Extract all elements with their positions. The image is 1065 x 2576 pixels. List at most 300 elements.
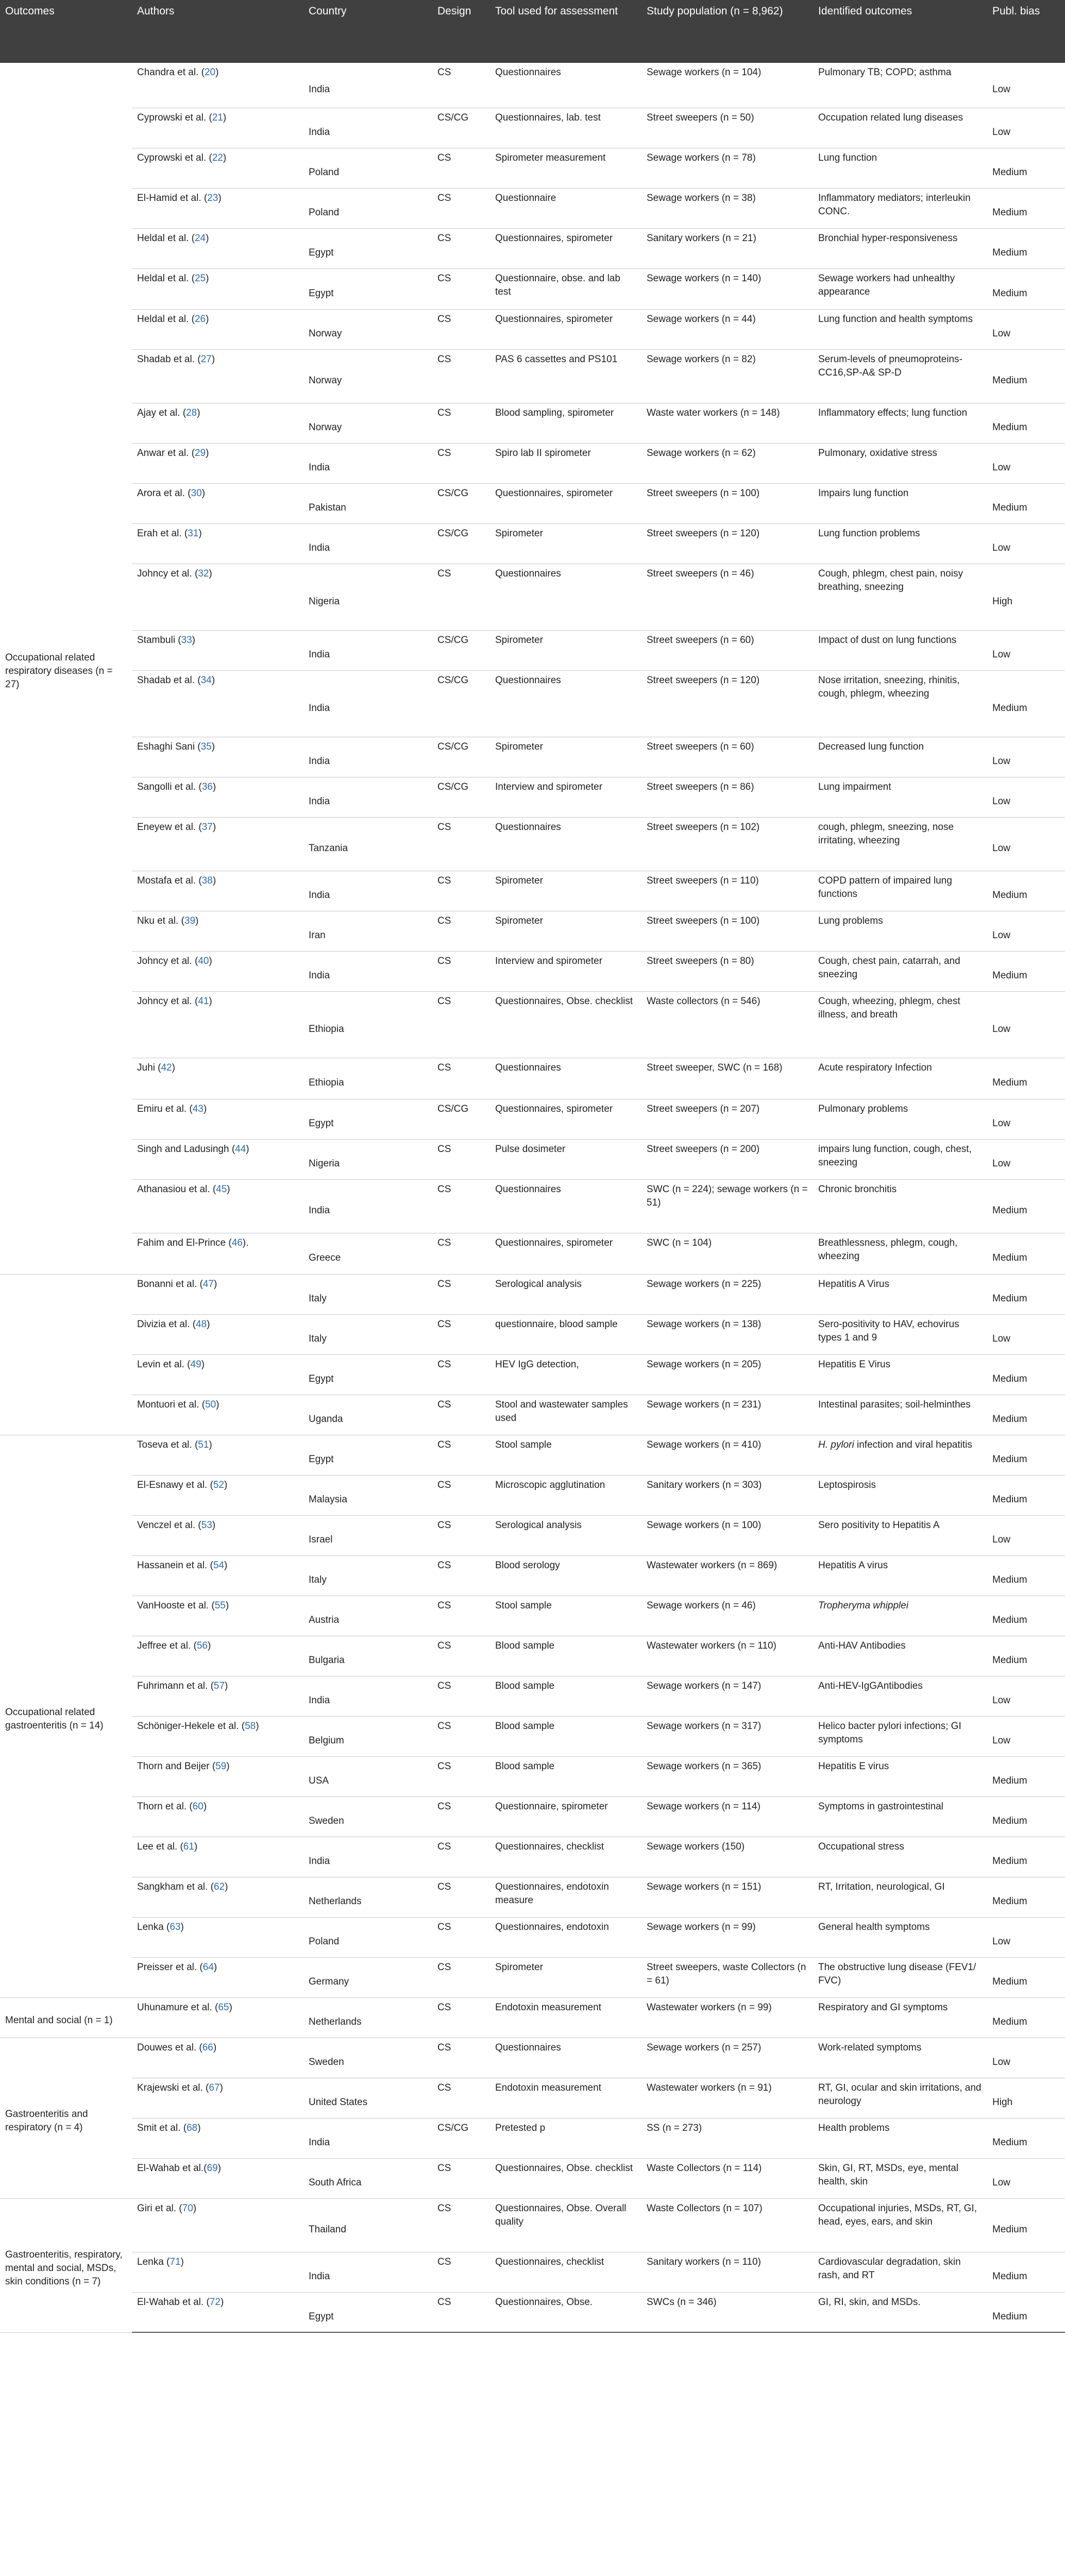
cell-identified-outcomes: Bronchial hyper-responsiveness	[813, 228, 987, 268]
cell-publication-bias: High	[987, 2078, 1065, 2118]
cell-publication-bias: Low	[987, 63, 1065, 108]
cell-identified-outcomes: Hepatitis E virus	[813, 1756, 987, 1797]
reference-link[interactable]: 49	[190, 1359, 201, 1370]
reference-link[interactable]: 71	[170, 2256, 181, 2267]
cell-authors[interactable]: Krajewski et al. (67)	[132, 2078, 303, 2118]
reference-link[interactable]: 52	[213, 1479, 224, 1490]
cell-country: Italy	[303, 1555, 432, 1596]
cell-population: Waste collectors (n = 546)	[641, 991, 813, 1058]
outcome-group-cell	[0, 1274, 132, 1435]
cell-tool: PAS 6 cassettes and PS101	[490, 349, 641, 403]
cell-design: CS/CG	[432, 1099, 490, 1139]
table-body	[0, 63, 1065, 2332]
reference-link[interactable]: 70	[182, 2202, 193, 2214]
reference-link[interactable]: 45	[216, 1183, 227, 1195]
reference-link[interactable]: 32	[198, 568, 209, 579]
cell-design: CS/CG	[432, 2118, 490, 2158]
reference-link[interactable]: 63	[170, 1921, 181, 1933]
reference-link[interactable]: 23	[207, 192, 218, 204]
cell-population: Sewage workers (n = 78)	[641, 148, 813, 188]
reference-link[interactable]: 54	[213, 1560, 224, 1571]
cell-authors[interactable]: Divizia et al. (48)	[132, 1314, 303, 1354]
cell-population: Sewage workers (n = 99)	[641, 1917, 813, 1957]
reference-link[interactable]: 68	[187, 2122, 198, 2133]
cell-design: CS	[432, 309, 490, 349]
cell-identified-outcomes: Intestinal parasites; soil-helminthes	[813, 1395, 987, 1435]
cell-identified-outcomes: Symptoms in gastrointestinal	[813, 1797, 987, 1837]
cell-population: Waste water workers (n = 148)	[641, 403, 813, 443]
cell-identified-outcomes: Lung function	[813, 148, 987, 188]
cell-country: Germany	[303, 1957, 432, 1997]
cell-authors[interactable]: Toseva et al. (51)	[132, 1435, 303, 1475]
reference-link[interactable]: 48	[196, 1318, 207, 1330]
cell-identified-outcomes: Anti-HEV-IgGAntibodies	[813, 1676, 987, 1716]
cell-authors[interactable]: Eneyew et al. (37)	[132, 817, 303, 871]
cell-publication-bias: Medium	[987, 1233, 1065, 1274]
reference-link[interactable]: 44	[235, 1143, 246, 1155]
cell-design: CS	[432, 188, 490, 228]
cell-identified-outcomes: Serum-levels of pneumoproteins-CC16,SP-A& SP-D	[813, 349, 987, 403]
cell-country: India	[303, 670, 432, 737]
outcome-group-label: Occupational related gastroenteritis (n = 14)	[5, 1707, 104, 1731]
table-row	[0, 1179, 1065, 1233]
cell-authors[interactable]: Schöniger-Hekele et al. (58)	[132, 1716, 303, 1756]
cell-publication-bias: Low	[987, 108, 1065, 148]
cell-population: Sewage workers (n = 104)	[641, 63, 813, 108]
cell-identified-outcomes: cough, phlegm, sneezing, nose irritating, wheezing	[813, 817, 987, 871]
reference-link[interactable]: 51	[198, 1439, 209, 1450]
cell-identified-outcomes: RT, Irritation, neurological, GI	[813, 1877, 987, 1917]
reference-link[interactable]: 69	[207, 2162, 218, 2174]
table-row	[0, 1997, 1065, 2038]
reference-link[interactable]: 35	[200, 741, 212, 752]
cell-authors[interactable]: Bonanni et al. (47)	[132, 1274, 303, 1314]
cell-design: CS	[432, 1274, 490, 1314]
cell-design: CS	[432, 1596, 490, 1636]
cell-country: Poland	[303, 148, 432, 188]
cell-authors[interactable]: Lenka (63)	[132, 1917, 303, 1957]
cell-authors[interactable]: Emiru et al. (43)	[132, 1099, 303, 1139]
cell-tool: Blood sampling, spirometer	[490, 403, 641, 443]
cell-design: CS	[432, 403, 490, 443]
table-row	[0, 777, 1065, 817]
cell-publication-bias: Medium	[987, 1274, 1065, 1314]
table-row	[0, 1716, 1065, 1756]
cell-authors[interactable]: Sangkham et al. (62)	[132, 1877, 303, 1917]
outcome-group-cell	[0, 2038, 132, 2198]
reference-link[interactable]: 25	[194, 273, 206, 284]
table-row	[0, 1797, 1065, 1837]
cell-design: CS	[432, 1435, 490, 1475]
cell-tool: Spirometer	[490, 737, 641, 777]
table-row	[0, 951, 1065, 991]
cell-identified-outcomes: Pulmonary TB; COPD; asthma	[813, 63, 987, 108]
cell-publication-bias: Medium	[987, 1596, 1065, 1636]
cell-publication-bias: Medium	[987, 1997, 1065, 2038]
cell-design: CS/CG	[432, 670, 490, 737]
cell-authors[interactable]: Johncy et al. (40)	[132, 951, 303, 991]
cell-country: South Africa	[303, 2158, 432, 2198]
reference-link[interactable]: 72	[209, 2296, 221, 2308]
cell-country: Netherlands	[303, 1997, 432, 2038]
reference-link[interactable]: 28	[186, 407, 197, 418]
cell-tool: Endotoxin measurement	[490, 2078, 641, 2118]
cell-tool: Blood sample	[490, 1636, 641, 1676]
cell-authors[interactable]: Erah et al. (31)	[132, 523, 303, 564]
cell-authors[interactable]: Fahim and El-Prince (46).	[132, 1233, 303, 1274]
cell-population: Sewage workers (n = 138)	[641, 1314, 813, 1354]
cell-identified-outcomes: Sewage workers had unhealthy appearance	[813, 268, 987, 309]
cell-identified-outcomes: Helico bacter pylori infections; GI symptoms	[813, 1716, 987, 1756]
cell-authors[interactable]: Fuhrimann et al. (57)	[132, 1676, 303, 1716]
cell-authors[interactable]: Juhi (42)	[132, 1058, 303, 1099]
cell-tool: Questionnaires, checklist	[490, 2252, 641, 2292]
table-row	[0, 1676, 1065, 1716]
cell-population: SS (n = 273)	[641, 2118, 813, 2158]
cell-tool: HEV IgG detection,	[490, 1354, 641, 1395]
cell-authors[interactable]: Cyprowski et al. (21)	[132, 108, 303, 148]
cell-design: CS/CG	[432, 630, 490, 670]
cell-tool: Questionnaires, checklist	[490, 1837, 641, 1877]
cell-authors[interactable]: Eshaghi Sani (35)	[132, 737, 303, 777]
reference-link[interactable]: 24	[194, 232, 206, 244]
header-design: Design	[432, 0, 490, 63]
cell-authors[interactable]: Douwes et al. (66)	[132, 2038, 303, 2078]
cell-country: Poland	[303, 1917, 432, 1957]
cell-authors[interactable]: El-Esnawy et al. (52)	[132, 1475, 303, 1515]
reference-link[interactable]: 67	[209, 2082, 220, 2093]
table-row	[0, 911, 1065, 951]
cell-authors[interactable]: Heldal et al. (25)	[132, 268, 303, 309]
cell-population: SWC (n = 224); sewage workers (n = 51)	[641, 1179, 813, 1233]
cell-country: India	[303, 630, 432, 670]
cell-population: Street sweepers (n = 50)	[641, 108, 813, 148]
cell-population: SWC (n = 104)	[641, 1233, 813, 1274]
header-tool: Tool used for assessment	[490, 0, 641, 63]
cell-publication-bias: Low	[987, 1314, 1065, 1354]
cell-design: CS	[432, 817, 490, 871]
cell-identified-outcomes: General health symptoms	[813, 1917, 987, 1957]
cell-publication-bias: Low	[987, 817, 1065, 871]
cell-tool: Spirometer	[490, 911, 641, 951]
cell-country: Italy	[303, 1314, 432, 1354]
cell-authors[interactable]: Uhunamure et al. (65)	[132, 1997, 303, 2038]
table-row	[0, 2198, 1065, 2252]
outcome-group-label: Gastroenteritis and respiratory (n = 4)	[5, 2109, 88, 2133]
cell-authors[interactable]: Shadab et al. (34)	[132, 670, 303, 737]
table-row	[0, 1555, 1065, 1596]
cell-authors[interactable]: Athanasiou et al. (45)	[132, 1179, 303, 1233]
cell-authors[interactable]: Johncy et al. (41)	[132, 991, 303, 1058]
table-row	[0, 1435, 1065, 1475]
outcome-group-label: Mental and social (n = 1)	[5, 2015, 113, 2026]
reference-link[interactable]: 64	[202, 1961, 214, 1973]
cell-design: CS	[432, 1716, 490, 1756]
cell-publication-bias: Medium	[987, 483, 1065, 523]
cell-publication-bias: Medium	[987, 1058, 1065, 1099]
cell-population: Sewage workers (n = 46)	[641, 1596, 813, 1636]
cell-authors[interactable]: Heldal et al. (26)	[132, 309, 303, 349]
cell-population: Sewage workers (n = 44)	[641, 309, 813, 349]
reference-link[interactable]: 31	[188, 528, 199, 539]
reference-link[interactable]: 34	[200, 674, 212, 686]
cell-tool: Questionnaires	[490, 1179, 641, 1233]
reference-link[interactable]: 55	[214, 1600, 226, 1611]
cell-authors[interactable]: Jeffree et al. (56)	[132, 1636, 303, 1676]
reference-link[interactable]: 47	[202, 1278, 214, 1290]
cell-authors[interactable]: Cyprowski et al. (22)	[132, 148, 303, 188]
table-row	[0, 1139, 1065, 1179]
cell-design: CS	[432, 443, 490, 483]
cell-authors[interactable]: Arora et al. (30)	[132, 483, 303, 523]
cell-population: Street sweepers (n = 102)	[641, 817, 813, 871]
cell-country: Malaysia	[303, 1475, 432, 1515]
cell-identified-outcomes: Anti-HAV Antibodies	[813, 1636, 987, 1676]
cell-tool: Endotoxin measurement	[490, 1997, 641, 2038]
cell-country: Egypt	[303, 1435, 432, 1475]
reference-link[interactable]: 26	[194, 313, 206, 325]
cell-design: CS	[432, 1555, 490, 1596]
header-country: Country	[303, 0, 432, 63]
cell-authors[interactable]: Shadab et al. (27)	[132, 349, 303, 403]
cell-country: Austria	[303, 1596, 432, 1636]
table-row	[0, 2158, 1065, 2198]
table-row	[0, 63, 1065, 108]
cell-identified-outcomes: RT, GI, ocular and skin irritations, and neurology	[813, 2078, 987, 2118]
cell-tool: Questionnaires, spirometer	[490, 483, 641, 523]
cell-authors[interactable]: Lenka (71)	[132, 2252, 303, 2292]
cell-identified-outcomes: Sero-positivity to HAV, echovirus types 1 and 9	[813, 1314, 987, 1354]
reference-link[interactable]: 20	[204, 67, 216, 78]
reference-link[interactable]: 66	[202, 2042, 213, 2053]
cell-publication-bias: Low	[987, 991, 1065, 1058]
cell-design: CS/CG	[432, 737, 490, 777]
cell-authors[interactable]: Levin et al. (49)	[132, 1354, 303, 1395]
cell-authors[interactable]: Montuori et al. (50)	[132, 1395, 303, 1435]
cell-country: Nigeria	[303, 564, 432, 630]
reference-link[interactable]: 43	[192, 1103, 204, 1114]
reference-link[interactable]: 62	[213, 1881, 225, 1892]
cell-population: Sanitary workers (n = 110)	[641, 2252, 813, 2292]
cell-country: Pakistan	[303, 483, 432, 523]
cell-population: Sewage workers (n = 100)	[641, 1515, 813, 1555]
cell-design: CS/CG	[432, 523, 490, 564]
reference-link[interactable]: 60	[192, 1801, 204, 1812]
header-population: Study population (n = 8,962)	[641, 0, 813, 63]
cell-authors[interactable]: Anwar et al. (29)	[132, 443, 303, 483]
cell-identified-outcomes: Occupation related lung diseases	[813, 108, 987, 148]
cell-design: CS	[432, 268, 490, 309]
outcome-group-label: Gastroenteritis, respiratory, mental and social, MSDs, skin conditions (n = 7)	[5, 2249, 123, 2287]
cell-tool: Questionnaires, spirometer	[490, 309, 641, 349]
cell-population: Sewage workers (n = 205)	[641, 1354, 813, 1395]
species-name: Tropheryma whipplei	[818, 1600, 908, 1611]
cell-authors[interactable]: Johncy et al. (32)	[132, 564, 303, 630]
cell-country: Norway	[303, 309, 432, 349]
cell-publication-bias: Medium	[987, 1797, 1065, 1837]
cell-authors[interactable]: El-Wahab et al.(69)	[132, 2158, 303, 2198]
table-row	[0, 2078, 1065, 2118]
cell-population: Street sweepers (n = 200)	[641, 1139, 813, 1179]
table-row	[0, 1917, 1065, 1957]
cell-authors[interactable]: Thorn and Beijer (59)	[132, 1756, 303, 1797]
cell-tool: Pretested p	[490, 2118, 641, 2158]
cell-publication-bias: Low	[987, 2038, 1065, 2078]
table-row	[0, 309, 1065, 349]
cell-authors[interactable]: Heldal et al. (24)	[132, 228, 303, 268]
cell-authors[interactable]: Thorn et al. (60)	[132, 1797, 303, 1837]
reference-link[interactable]: 65	[218, 2002, 229, 2013]
cell-identified-outcomes: Lung problems	[813, 911, 987, 951]
reference-link[interactable]: 50	[205, 1399, 216, 1410]
cell-population: Street sweepers (n = 86)	[641, 777, 813, 817]
cell-publication-bias: Medium	[987, 1957, 1065, 1997]
cell-publication-bias: Medium	[987, 1435, 1065, 1475]
cell-publication-bias: Medium	[987, 1837, 1065, 1877]
table-row	[0, 523, 1065, 564]
cell-tool: Serological analysis	[490, 1274, 641, 1314]
cell-authors[interactable]: Lee et al. (61)	[132, 1837, 303, 1877]
cell-authors[interactable]: Mostafa et al. (38)	[132, 871, 303, 911]
cell-country: Israel	[303, 1515, 432, 1555]
header-identified-outcomes: Identified outcomes	[813, 0, 987, 63]
cell-identified-outcomes: COPD pattern of impaired lung functions	[813, 871, 987, 911]
table-row	[0, 1395, 1065, 1435]
cell-tool: Questionnaires, endotoxin	[490, 1917, 641, 1957]
cell-design: CS	[432, 1797, 490, 1837]
cell-authors[interactable]: Chandra et al. (20)	[132, 63, 303, 108]
table-row	[0, 443, 1065, 483]
cell-publication-bias: Low	[987, 911, 1065, 951]
cell-population: Sewage workers (n = 82)	[641, 349, 813, 403]
reference-link[interactable]: 37	[201, 821, 213, 833]
cell-design: CS	[432, 1179, 490, 1233]
cell-country: Greece	[303, 1233, 432, 1274]
reference-link[interactable]: 56	[196, 1640, 208, 1651]
table-row	[0, 268, 1065, 309]
reference-link[interactable]: 27	[200, 353, 212, 365]
reference-link[interactable]: 57	[213, 1680, 225, 1691]
reference-link[interactable]: 59	[215, 1760, 227, 1772]
table-row	[0, 2038, 1065, 2078]
cell-tool: Questionnaires, spirometer	[490, 228, 641, 268]
cell-design: CS	[432, 2198, 490, 2252]
cell-publication-bias: Medium	[987, 2292, 1065, 2332]
cell-identified-outcomes: Work-related symptoms	[813, 2038, 987, 2078]
cell-publication-bias: Medium	[987, 1756, 1065, 1797]
cell-identified-outcomes: GI, RI, skin, and MSDs.	[813, 2292, 987, 2332]
cell-design: CS	[432, 1233, 490, 1274]
reference-link[interactable]: 42	[161, 1062, 172, 1073]
table-row	[0, 564, 1065, 630]
reference-link[interactable]: 40	[198, 955, 209, 967]
cell-population: Street sweepers (n = 80)	[641, 951, 813, 991]
cell-country: Italy	[303, 1274, 432, 1314]
cell-authors[interactable]: Preisser et al. (64)	[132, 1957, 303, 1997]
cell-country: Egypt	[303, 2292, 432, 2332]
cell-design: CS	[432, 2038, 490, 2078]
cell-authors[interactable]: Sangolli et al. (36)	[132, 777, 303, 817]
reference-link[interactable]: 30	[191, 487, 202, 499]
reference-link[interactable]: 39	[184, 915, 196, 926]
reference-link[interactable]: 36	[201, 781, 213, 792]
table-row	[0, 1314, 1065, 1354]
cell-identified-outcomes: Inflammatory mediators; interleukin CONC.	[813, 188, 987, 228]
outcome-group-label: Occupational related respiratory diseases (n = 27)	[5, 652, 113, 690]
cell-population: Wastewater workers (n = 869)	[641, 1555, 813, 1596]
cell-authors[interactable]: Smit et al. (68)	[132, 2118, 303, 2158]
table-row	[0, 1596, 1065, 1636]
reference-link[interactable]: 33	[181, 634, 192, 646]
reference-link[interactable]: 41	[198, 995, 209, 1007]
reference-link[interactable]: 58	[245, 1720, 256, 1732]
cell-country: Sweden	[303, 1797, 432, 1837]
cell-authors[interactable]: Ajay et al. (28)	[132, 403, 303, 443]
cell-tool: Spirometer	[490, 523, 641, 564]
cell-authors[interactable]: El-Wahab et al. (72)	[132, 2292, 303, 2332]
reference-link[interactable]: 61	[183, 1841, 194, 1852]
table-row	[0, 1837, 1065, 1877]
cell-publication-bias: Low	[987, 1139, 1065, 1179]
cell-authors[interactable]: Singh and Ladusingh (44)	[132, 1139, 303, 1179]
cell-tool: Questionnaires, Obse. Overall quality	[490, 2198, 641, 2252]
reference-link[interactable]: 21	[212, 112, 223, 123]
cell-design: CS/CG	[432, 777, 490, 817]
cell-population: Street sweeper, SWC (n = 168)	[641, 1058, 813, 1099]
reference-link[interactable]: 53	[201, 1519, 212, 1531]
cell-authors[interactable]: Stambuli (33)	[132, 630, 303, 670]
cell-publication-bias: Medium	[987, 1636, 1065, 1676]
outcome-group-cell	[0, 2198, 132, 2332]
cell-identified-outcomes: Acute respiratory Infection	[813, 1058, 987, 1099]
cell-country: Bulgaria	[303, 1636, 432, 1676]
cell-population: Sewage workers (n = 231)	[641, 1395, 813, 1435]
cell-design: CS	[432, 1354, 490, 1395]
cell-identified-outcomes: Leptospirosis	[813, 1475, 987, 1515]
cell-country: India	[303, 871, 432, 911]
table-row	[0, 630, 1065, 670]
cell-country: Egypt	[303, 268, 432, 309]
cell-design: CS	[432, 991, 490, 1058]
cell-authors[interactable]: Hassanein et al. (54)	[132, 1555, 303, 1596]
reference-link[interactable]: 22	[212, 152, 223, 163]
cell-tool: Interview and spirometer	[490, 777, 641, 817]
cell-authors[interactable]: El-Hamid et al. (23)	[132, 188, 303, 228]
cell-publication-bias: Low	[987, 1676, 1065, 1716]
reference-link[interactable]: 38	[201, 875, 213, 886]
cell-tool: Blood sample	[490, 1716, 641, 1756]
cell-country: India	[303, 1837, 432, 1877]
cell-country: India	[303, 951, 432, 991]
cell-authors[interactable]: Venczel et al. (53)	[132, 1515, 303, 1555]
cell-population: Sewage workers (n = 62)	[641, 443, 813, 483]
table-row	[0, 817, 1065, 871]
cell-tool: Microscopic agglutination	[490, 1475, 641, 1515]
cell-authors[interactable]: Nku et al. (39)	[132, 911, 303, 951]
cell-design: CS	[432, 1676, 490, 1716]
cell-tool: Questionnaire, obse. and lab test	[490, 268, 641, 309]
cell-country: India	[303, 1676, 432, 1716]
cell-population: Street sweepers (n = 60)	[641, 737, 813, 777]
reference-link[interactable]: 29	[194, 447, 206, 459]
cell-identified-outcomes: Pulmonary, oxidative stress	[813, 443, 987, 483]
table-header	[0, 0, 1065, 63]
cell-authors[interactable]: Giri et al. (70)	[132, 2198, 303, 2252]
cell-authors[interactable]: VanHooste et al. (55)	[132, 1596, 303, 1636]
reference-link[interactable]: 46	[231, 1237, 243, 1248]
cell-identified-outcomes: Hepatitis E Virus	[813, 1354, 987, 1395]
table-row	[0, 403, 1065, 443]
